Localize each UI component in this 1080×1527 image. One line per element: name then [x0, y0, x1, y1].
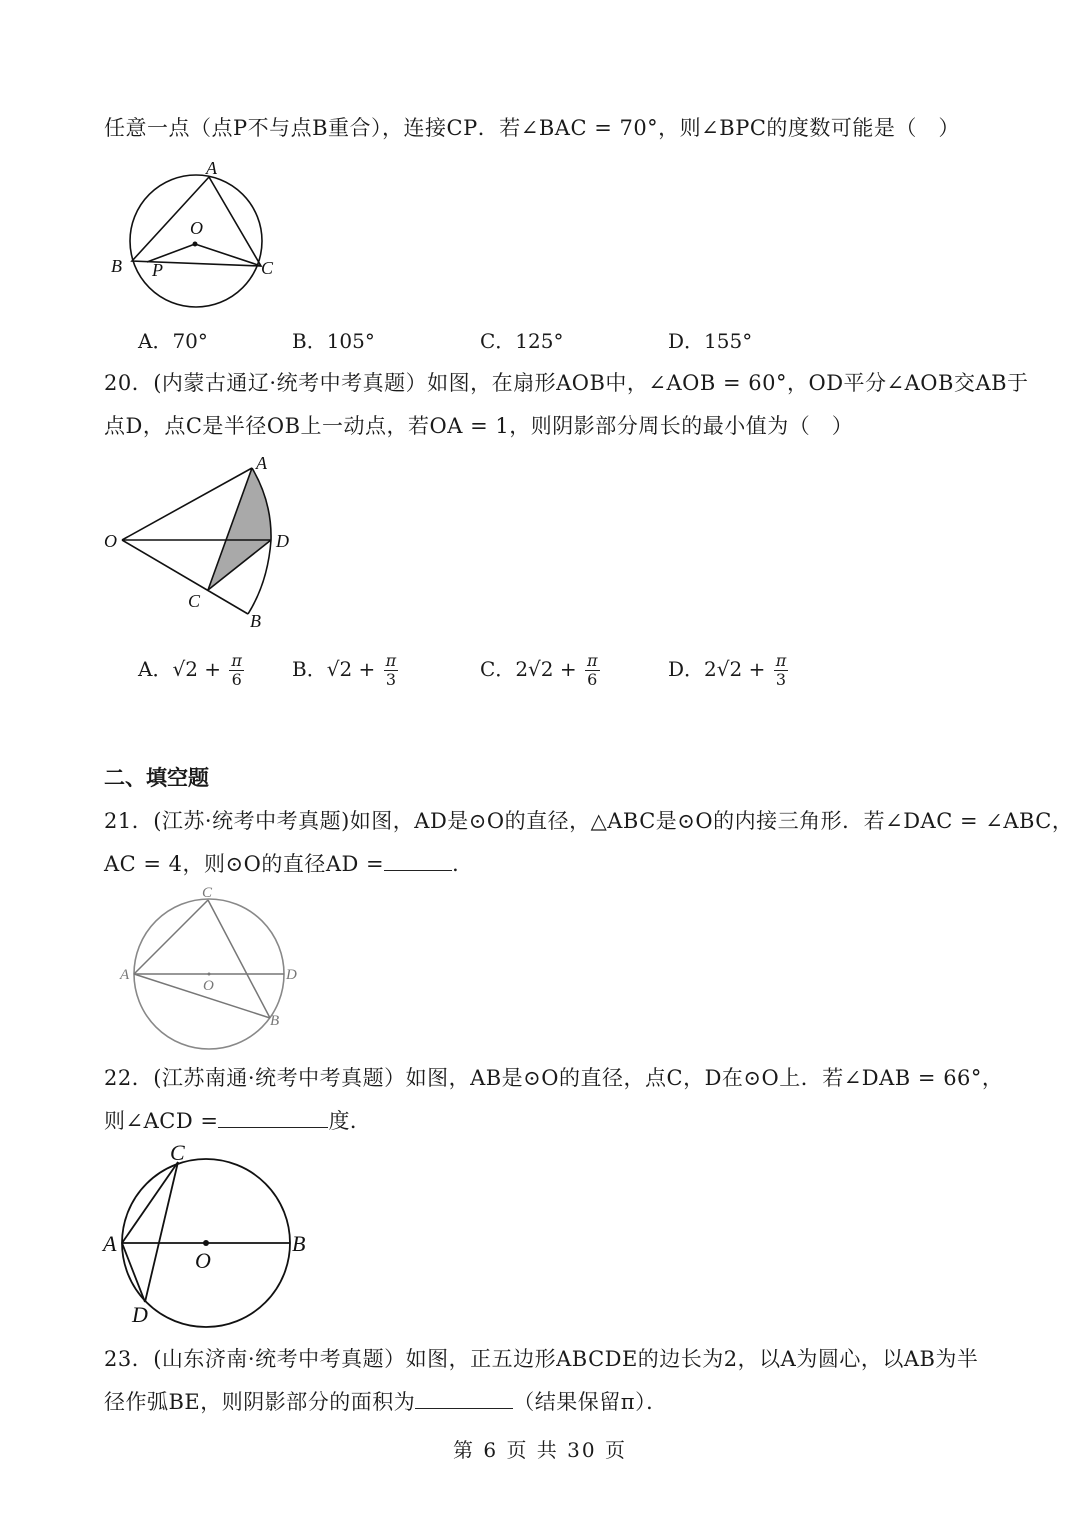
q20-figure — [100, 450, 300, 635]
q22-text-line1: 22．(江苏南通·统考中考真题）如图，AB是⊙O的直径，点C，D在⊙O上．若∠DAB = 66°， — [104, 1066, 1004, 1090]
q22-segment-ad — [122, 1243, 145, 1302]
q20-option-c: C．2√2 + $\frac{\pi}{6}$ — [480, 651, 598, 689]
q21-label-a: A — [120, 967, 130, 983]
q19-label-b: B — [111, 256, 122, 276]
q22-figure — [100, 1140, 320, 1330]
q22-center-dot — [203, 1240, 209, 1246]
q22-label-o: O — [195, 1248, 211, 1273]
q19-label-c: C — [261, 258, 274, 278]
q20-option-b: B．√2 + $\frac{\pi}{3}$ — [292, 651, 397, 689]
q21-answer-blank[interactable] — [384, 869, 452, 871]
q21-text-line2: AC = 4，则⊙O的直径AD = ． — [104, 852, 474, 876]
q21-figure — [110, 880, 310, 1050]
q20-label-c: C — [188, 591, 201, 611]
q20-label-a: A — [256, 453, 267, 473]
q22-label-b: B — [292, 1231, 306, 1256]
q19-option-d: D．155° — [668, 329, 753, 353]
q21-center-dot — [208, 973, 211, 976]
q22-segment-cd — [145, 1162, 178, 1302]
q19-label-p: P — [152, 260, 163, 280]
q19-option-c: C．125° — [480, 329, 564, 353]
q21-label-d: D — [286, 967, 297, 983]
q22-segment-ac — [122, 1162, 178, 1243]
q19-option-a: A．70° — [138, 329, 208, 353]
q20-text-line1: 20．(内蒙古通辽·统考中考真题）如图，在扇形AOB中，∠AOB = 60°，OD平分∠AOB交AB于 — [104, 371, 1029, 395]
q22-label-c: C — [170, 1140, 185, 1165]
q19-figure — [105, 150, 295, 320]
q23-answer-blank[interactable] — [415, 1407, 513, 1409]
q22-answer-blank[interactable] — [218, 1126, 328, 1128]
q23-text-line2: 径作弧BE，则阴影部分的面积为 （结果保留π）． — [104, 1390, 668, 1414]
q22-label-d: D — [132, 1302, 148, 1327]
q22-text-line2: 则∠ACD = 度． — [104, 1109, 372, 1133]
q19-label-a: A — [206, 158, 217, 178]
q20-label-b: B — [250, 611, 261, 631]
q21-label-c: C — [202, 885, 213, 901]
q20-label-d: D — [276, 531, 289, 551]
page-footer: 第 6 页 共 30 页 — [453, 1438, 627, 1462]
q20-option-a: A．√2 + $\frac{\pi}{6}$ — [138, 651, 242, 689]
q22-label-a: A — [103, 1231, 117, 1256]
section-fill-in-title: 二、填空题 — [104, 766, 209, 790]
q21-label-o: O — [203, 978, 214, 994]
q21-segment-ac — [134, 900, 208, 974]
q20-option-d: D．2√2 + $\frac{\pi}{3}$ — [668, 651, 787, 689]
q19-center-dot — [193, 242, 198, 247]
q19-option-b: B．105° — [292, 329, 375, 353]
q20-text-line2: 点D，点C是半径OB上一动点，若OA = 1，则阴影部分周长的最小值为（ ） — [104, 414, 854, 438]
q21-label-b: B — [270, 1013, 280, 1029]
q19-oc-segment — [195, 244, 261, 266]
q19-text-line1: 任意一点（点P不与点B重合），连接CP．若∠BAC = 70°，则∠BPC的度数可能是（ ） — [104, 116, 960, 140]
q20-label-o: O — [104, 531, 117, 551]
q19-label-o: O — [190, 218, 203, 238]
q23-text-line1: 23．(山东济南·统考中考真题）如图，正五边形ABCDE的边长为2，以A为圆心，以AB为半 — [104, 1347, 979, 1371]
q21-text-line1: 21．(江苏·统考中考真题)如图，AD是⊙O的直径，△ABC是⊙O的内接三角形．若∠DAC = ∠ABC， — [104, 809, 1074, 833]
